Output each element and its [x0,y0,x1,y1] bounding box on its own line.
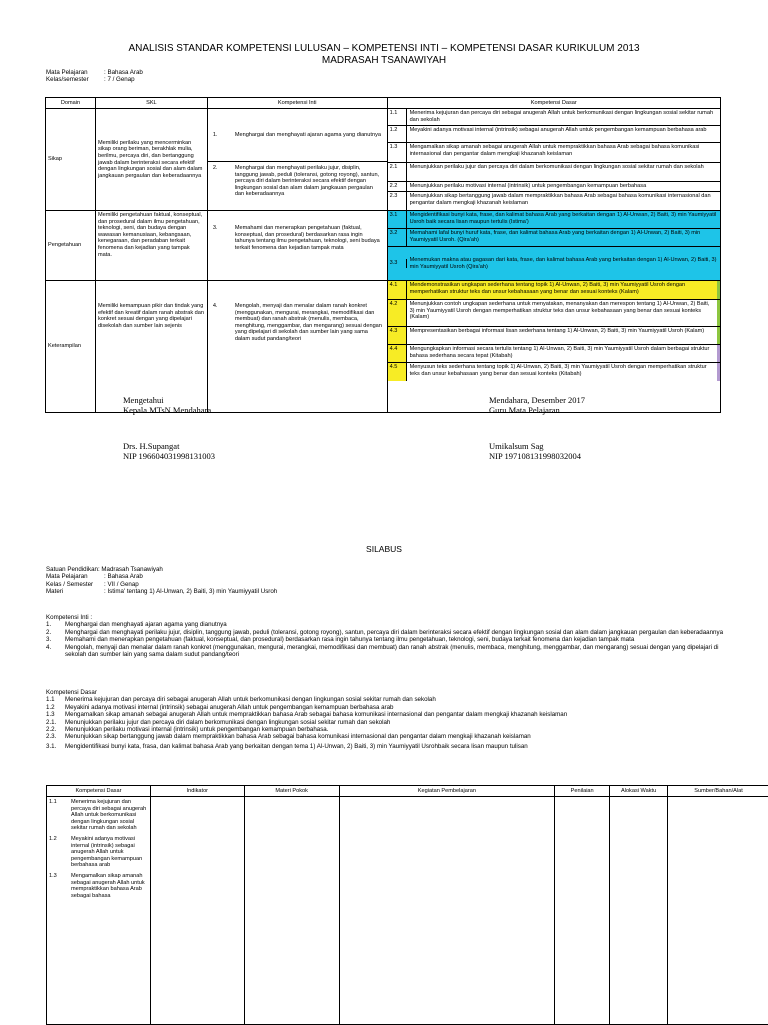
kd-color-strip [717,363,720,381]
kd-text: Mempresentasikan berbagai informasi lisan sederhana tentang 1) Al-Unwan, 2) Baiti, 3) min Yaumiyyatil Usroh (Kalam) [407,327,717,344]
ki-number: 3. [208,225,235,251]
document-subtitle: MADRASAH TSANAWIYAH [0,55,768,66]
kd-item [388,182,720,192]
silabus-meta [46,566,726,596]
list-text: Mengamalkan sikap amanah sebagai anugerah Allah untuk mempraktikkan bahasa Arab sebagai bahasa komunikasi internasional dan pengantar dalam mengkaji khazanah keislaman [65,711,567,718]
kd-text: Menerima kejujuran dan percaya diri sebagai anugerah Allah untuk berkomunikasi dengan lingkungan sosial sekitar rumah dan sekolah [407,109,720,125]
kd-cell [47,797,151,1025]
kd-item [388,300,720,327]
kd-text: Mengidentifikasi bunyi kata, frase, dan kalimat bahasa Arab yang berkaitan dengan 1) Al-Unwan, 2) Baiti, 3) min Yaumiyyatil Usroh baik secara lisan maupun tertulis (Istima') [407,211,720,228]
ki-cell [207,281,387,413]
list-text: Menghargai dan menghayati ajaran agama yang dianutnya [65,621,227,628]
kd-number: 1.1 [388,109,407,125]
list-item [46,743,726,750]
kd-number: 4.5 [388,363,407,381]
col-header-domain: Domain [46,98,96,109]
kd-text: Menunjukkan perilaku jujur dan percaya diri dalam berkomunikasi dengan lingkungan sosial sekitar rumah dan sekolah [407,163,720,181]
analysis-meta [46,69,143,84]
list-text: Meyakini adanya motivasi internal (intrinsik) sebagai anugerah Allah untuk pengembangan kemampuan berbahasa arab [71,836,148,869]
kd-number: 1.2 [388,126,407,142]
silabus-title: SILABUS [0,544,768,554]
meta-value: : Madrasah Tsanawiyah [98,566,163,573]
kd-number: 3.2 [388,229,407,246]
kd-item [388,143,720,163]
list-text: Menghargai dan menghayati perilaku jujur, disiplin, tanggung jawab, peduli (toleransi, gotong royong), santun, percaya diri dalam berinteraksi secara efektif dengan lingkungan sosial dan alam dalam jangkauan pergaulan dan keberadaannya [65,629,723,636]
list-item [46,629,726,636]
kd-number: 4.1 [388,281,407,299]
list-item [46,726,726,733]
list-number: 2.1. [46,719,65,726]
table-row [47,797,768,1025]
list-item [49,836,148,869]
ki-heading: Kompetensi Inti : [46,614,726,621]
col-header-kd: Kompetensi Dasar [387,98,720,109]
list-item [46,636,726,643]
table-row [46,281,721,413]
kd-color-strip [717,327,720,344]
meta-value: : 7 / Genap [104,76,135,83]
list-item [46,621,726,628]
list-text: Meyakini adanya motivasi internal (intrinsik) sebagai anugerah Allah untuk pengembangan kemampuan berbahasa arab [65,704,393,711]
signature-left-line2: Kepala MTsN Mendahara [123,405,211,415]
signature-right-name-block [489,441,581,461]
meta-label: Kelas/semester [46,76,104,83]
meta-label: Mata Pelajaran [46,573,104,580]
kd-text: Menyusun teks sederhana tentang topik 1) Al-Unwan, 2) Baiti, 3) min Yaumiyyatil Usroh dengan memperhatikan struktur teks dan unsur kebahasaan yang benar dan sesuai konteks (Kitabah) [407,363,717,381]
list-number: 4. [46,644,65,659]
meta-label: Satuan Pendidikan [46,566,98,573]
list-item [49,799,148,832]
silabus-ki-section [46,614,726,658]
kd-text: Menunjukkan sikap bertanggung jawab dalam mempraktikkan bahasa Arab sebagai bahasa komunikasi internasional dan pengantar dalam mengkaji khazanah keislaman [407,192,720,210]
meta-value: : Bahasa Arab [104,573,143,580]
kd-heading: Kompetensi Dasar [46,689,726,696]
signature-right-line2: Guru Mata Pelajaran [489,405,585,415]
list-number: 1.1 [46,696,65,703]
meta-label: Kelas / Semester [46,581,104,588]
ki-number: 2. [208,165,235,198]
kd-text: Mendemonstrasikan ungkapan sederhana tentang topik 1) Al-Unwan, 2) Baiti, 3) min Yaumiyyatil Usroh dengan memperhatikan struktur teks dan unsur kebahasaan yang benar dan sesuai konteks (Kalam) [407,281,717,299]
indikator-cell [150,797,244,1025]
kd-number: 4.2 [388,300,407,326]
signature-left-nip: NIP 196604031998131003 [123,451,215,461]
domain-cell: Keterampilan [46,281,96,413]
alokasi-cell [610,797,668,1025]
ki-number: 1. [208,132,235,139]
col-header-kompetensi-dasar: Kompetensi Dasar [47,786,151,797]
kd-text: Menunjukkan contoh ungkapan sederhana untuk menyatakan, menanyakan dan merespon tentang 1) Al-Unwan, 2) Baiti, 3) min Yaumiyyatil Usroh dengan memperhatikan struktur teks dan unsur kebahasaan yang benar dan sesuai konteks (Kalam) [407,300,717,326]
list-item [46,704,726,711]
list-item [46,733,726,740]
list-text: Menunjukkan perilaku motivasi internal (intrinsik) untuk pengembangan kemampuan berbahasa. [65,726,328,733]
col-header-alokasi: Alokasi Waktu [610,786,668,797]
kd-color-strip [717,345,720,362]
signature-left-name-block [123,441,215,461]
domain-cell: Pengetahuan [46,211,96,281]
kd-text: Menemukan makna atau gagasan dari kata, frase, dan kalimat bahasa Arab yang berkaitan dengan 1) Al-Unwan, 2) Baiti, 3) min Yaumiyyatil Usroh (Qira'ah) [407,256,720,271]
list-number: 1. [46,621,65,628]
kd-number: 3.3 [388,259,407,268]
kd-cell [387,211,720,281]
kd-item [388,247,720,280]
signature-right-nip: NIP 197108131998032004 [489,451,581,461]
signature-right [489,395,585,415]
silabus-table [46,785,768,1025]
list-number: 2.2. [46,726,65,733]
list-item [46,644,726,659]
list-number: 3.1. [46,743,65,750]
kd-item [388,327,720,345]
signature-left-line1: Mengetahui [123,395,211,405]
ki-text: Menghargai dan menghayati ajaran agama yang dianutnya [235,132,387,139]
kd-number: 1.3 [388,143,407,162]
signature-left [123,395,211,415]
signature-right-line1: Mendahara, Desember 2017 [489,395,585,405]
kd-item [388,229,720,247]
materi-cell [244,797,339,1025]
col-header-kegiatan: Kegiatan Pembelajaran [339,786,555,797]
ki-text: Memahami dan menerapkan pengetahuan (faktual, konseptual, dan prosedural) berdasarkan rasa ingin tahunya tentang ilmu pengetahuan, teknologi, seni budaya terkait fenomena dan kejadian tampak mata [235,225,387,251]
kd-text: Menunjukkan perilaku motivasi internal (intrinsik) untuk pengembangan kemampuan berbahasa [407,182,720,191]
meta-label: Materi [46,588,104,595]
silabus-kd-section [46,689,726,750]
document-title: ANALISIS STANDAR KOMPETENSI LULUSAN – KOMPETENSI INTI – KOMPETENSI DASAR KURIKULUM 2013 [0,43,768,54]
ki-text: Menghargai dan menghayati perilaku jujur, disiplin, tanggung jawab, peduli (toleransi, gotong royong), santun, percaya diri dalam berinteraksi secara efektif dengan lingkungan sosial dan alam dalam jangkauan pergaulan dan keberadaannya [235,165,387,198]
list-text: Menerima kejujuran dan percaya diri sebagai anugerah Allah untuk berkomunikasi dengan lingkungan sosial sekitar rumah dan sekolah [71,799,148,832]
kd-item [388,163,720,182]
table-row [46,211,721,281]
meta-value: : Istima' tentang 1) Al-Unwan, 2) Baiti, 3) min Yaumiyyatil Usroh [104,588,277,595]
kd-color-strip [717,300,720,326]
kd-color-strip [717,281,720,299]
list-number: 1.1 [49,799,71,832]
kegiatan-cell [339,797,555,1025]
list-number: 2. [46,629,65,636]
table-row [46,109,721,211]
list-text: Mengolah, menyaji dan menalar dalam ranah konkret (menggunakan, mengurai, merangkai, memodifikasi dan membuat) dan ranah abstrak (menulis, membaca, menghitung, menggambar, dan mengarang) sesuai dengan yang dipelajari di sekolah dan sumber lain yang sama dalam sudut pandang/teori [65,644,726,659]
list-number: 1.2 [46,704,65,711]
kd-number: 3.1 [388,211,407,228]
list-number: 1.3 [49,873,71,899]
kd-item [388,363,720,381]
meta-label: Mata Pelajaran [46,69,104,76]
kd-number: 2.1 [388,163,407,181]
list-text: Memahami dan menerapkan pengetahuan (faktual, konseptual, dan prosedural) berdasarkan rasa ingin tahunya tentang ilmu pengetahuan, teknologi, seni, budaya terkait fenomena dan kejadian tampak mata [65,636,634,643]
list-number: 1.2 [49,836,71,869]
ki-number: 4. [208,303,235,343]
col-header-penilaian: Penilaian [555,786,610,797]
list-number: 3. [46,636,65,643]
kd-cell [387,281,720,413]
kd-item [388,192,720,210]
analysis-table [45,97,721,413]
signature-left-name: Drs. H.Supangat [123,441,215,451]
ki-cell [207,211,387,281]
meta-value: : Bahasa Arab [104,69,143,76]
kd-number: 2.2 [388,182,407,191]
list-number: 2.3. [46,733,65,740]
list-text: Menerima kejujuran dan percaya diri sebagai anugerah Allah untuk berkomunikasi dengan lingkungan sosial sekitar rumah dan sekolah [65,696,436,703]
kd-number: 2.3 [388,192,407,210]
kd-item [388,281,720,300]
signature-right-name: Umikalsum Sag [489,441,581,451]
skl-cell: Memiliki pengetahuan faktual, konseptual, dan prosedural dalam ilmu pengetahuan, teknologi, seni, dan budaya dengan wawasan kemanusiaan, kebangsaan, kenegaraan, dan peradaban terkait fenomena dan kejadian yang tampak mata. [95,211,207,281]
list-text: Menunjukkan perilaku jujur dan percaya diri dalam berkomunikasi dengan lingkungan sosial sekitar rumah dan sekolah [65,719,390,726]
col-header-materi-pokok: Materi Pokok [244,786,339,797]
list-text: Mengamalkan sikap amanah sebagai anugerah Allah untuk mempraktikkan bahasa Arab sebagai bahasa [71,873,148,899]
kd-number: 4.3 [388,327,407,344]
kd-text: Mengamalkan sikap amanah sebagai anugerah Allah untuk mempraktikkan bahasa Arab sebagai bahasa komunikasi internasional dan pengantar dalam mengkaji khazanah keislaman [407,143,720,162]
list-item [49,873,148,899]
skl-cell: Memiliki kemampuan pikir dan tindak yang efektif dan kreatif dalam ranah abstrak dan konkret sesuai dengan yang dipelajari disekolah dan sumber lain sejenis [95,281,207,413]
skl-cell: Memiliki perilaku yang mencerminkan sikap orang beriman, berakhlak mulia, berilmu, percaya diri, dan bertanggung jawab dalam berinteraksi secara efektif dengan lingkungan sosial dan alam dalam jangkauan pergaulan dan keberadaannya [95,109,207,211]
sumber-cell [668,797,768,1025]
list-item [46,711,726,718]
kd-item [388,211,720,229]
ki-cell [207,109,387,211]
penilaian-cell [555,797,610,1025]
kd-cell [387,109,720,211]
list-text: Menunjukkan sikap bertanggung jawab dalam mempraktikkan bahasa Arab sebagai bahasa komunikasi internasional dan pengantar dalam mengkaji khazanah keislaman [65,733,531,740]
domain-cell: Sikap [46,109,96,211]
col-header-sumber: Sumber/Bahan/Alat [668,786,768,797]
list-text: Mengidentifikasi bunyi kata, frasa, dan kalimat bahasa Arab yang berkaitan dengan tema 1) Al-Unwan, 2) Baiti, 3) min Yaumiyyatil Usrohbaik secara lisan maupun tulisan [65,743,528,750]
kd-item [388,109,720,126]
kd-text: Meyakini adanya motivasi internal (intrinsik) sebagai anugerah Allah untuk pengembangan kemampuan berbahasa arab [407,126,720,142]
list-item [46,719,726,726]
meta-value: : VII / Genap [104,581,139,588]
col-header-skl: SKL [95,98,207,109]
ki-text: Mengolah, menyaji dan menalar dalam ranah konkret (menggunakan, mengurai, merangkai, memodifikasi dan membuat) dan ranah abstrak (menulis, membaca, menghitung, menggambar, dan mengarang) sesuai dengan yang dipelajari di sekolah dan sumber lain yang sama dalam sudut pandang/teori [235,303,387,343]
kd-text: Mengungkapkan informasi secara tertulis tentang 1) Al-Unwan, 2) Baiti, 3) min Yaumiyyatil Usroh dalam berbagai struktur bahasa sederhana secara tepat (Kitabah) [407,345,717,362]
col-header-indikator: Indikator [150,786,244,797]
kd-text: Memahami lafal bunyi huruf kata, frase, dan kalimat bahasa Arab yang berkaitan dengan 1) Al-Unwan, 2) Baiti, 3) min Yaumiyyatil Usroh. (Qira'ah) [407,229,720,246]
col-header-ki: Kompetensi Inti [207,98,387,109]
kd-item [388,345,720,363]
kd-number: 4.4 [388,345,407,362]
list-number: 1.3 [46,711,65,718]
kd-item [388,126,720,143]
list-item [46,696,726,703]
